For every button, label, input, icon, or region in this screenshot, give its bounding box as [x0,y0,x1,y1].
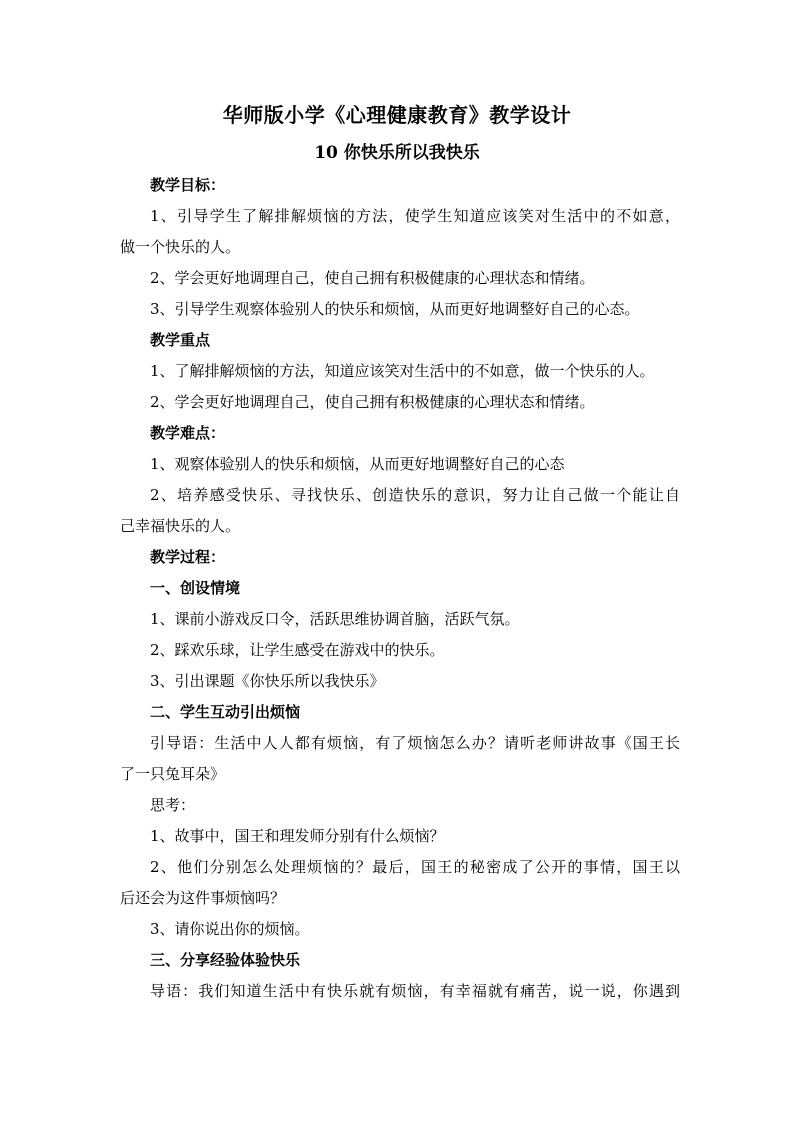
section-heading: 三、分享经验体验快乐 [150,951,301,969]
paragraph-line: 3、引出课题《你快乐所以我快乐》 [150,672,385,690]
paragraph-line: 做一个快乐的人。 [120,238,241,256]
section-heading: 教学重点 [150,331,211,349]
paragraph-line: 3、请你说出你的烦恼。 [150,920,310,938]
paragraph-line: 1、观察体验别人的快乐和烦恼，从而更好地调整好自己的心态 [150,455,565,473]
paragraph-line: 1、故事中，国王和理发师分别有什么烦恼？ [150,827,445,845]
paragraph-line: 导语：我们知道生活中有快乐就有烦恼，有幸福就有痛苦，说一说，你遇到 [150,982,680,1000]
paragraph-line: 2、学会更好地调理自己，使自己拥有积极健康的心理状态和情绪。 [150,269,595,287]
paragraph-line: 2、培养感受快乐、寻找快乐、创造快乐的意识，努力让自己做一个能让自 [150,486,680,504]
section-heading: 教学目标： [150,176,226,194]
section-heading: 教学过程： [150,548,226,566]
paragraph-line: 2、踩欢乐球，让学生感受在游戏中的快乐。 [150,641,445,659]
section-heading: 教学难点： [150,424,226,442]
paragraph-line: 1、引导学生了解排解烦恼的方法，使学生知道应该笑对生活中的不如意， [150,207,680,225]
paragraph-line: 1、了解排解烦恼的方法，知道应该笑对生活中的不如意，做一个快乐的人。 [150,362,655,380]
paragraph-line: 思考： [150,796,196,814]
document-title: 华师版小学《心理健康教育》教学设计 [222,103,572,127]
paragraph-line: 2、他们分别怎么处理烦恼的？最后，国王的秘密成了公开的事情，国王以 [150,858,680,876]
paragraph-line: 后还会为这件事烦恼吗？ [120,889,286,907]
section-heading: 一、创设情境 [150,579,241,597]
paragraph-line: 己幸福快乐的人。 [120,517,241,535]
paragraph-line: 了一只兔耳朵》 [120,765,226,783]
paragraph-line: 3、引导学生观察体验别人的快乐和烦恼，从而更好地调整好自己的心态。 [150,300,640,318]
section-heading: 二、学生互动引出烦恼 [150,703,301,721]
paragraph-line: 1、课前小游戏反口令，活跃思维协调首脑，活跃气氛。 [150,610,520,628]
document-body [120,170,680,1007]
paragraph-line: 引导语：生活中人人都有烦恼，有了烦恼怎么办？请听老师讲故事《国王长 [150,734,680,752]
lesson-title: 10 你快乐所以我快乐 [314,143,480,163]
paragraph-line: 2、学会更好地调理自己，使自己拥有积极健康的心理状态和情绪。 [150,393,595,411]
